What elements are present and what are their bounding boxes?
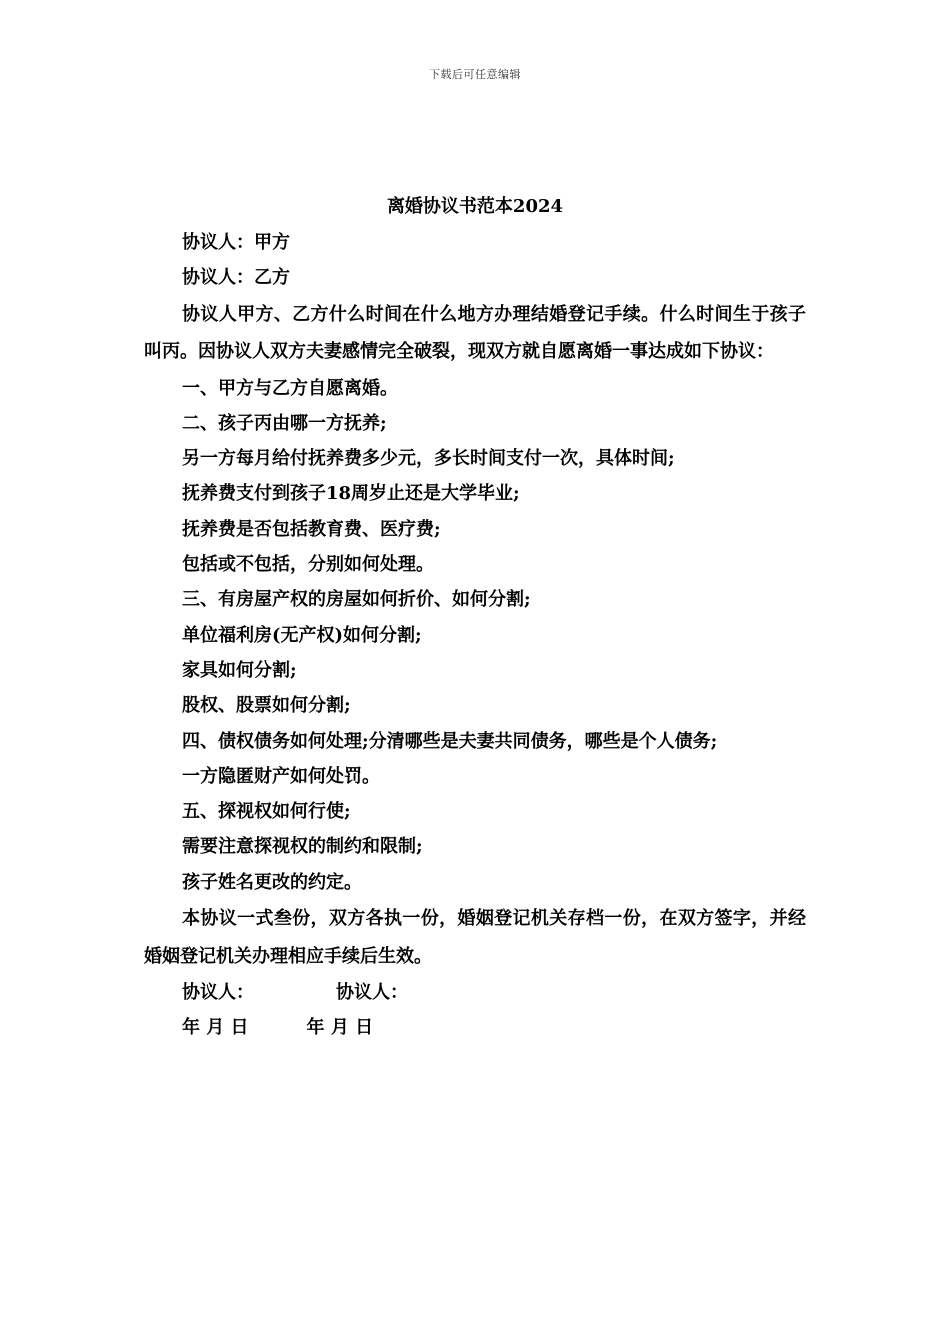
clause-4: 四、债权债务如何处理;分清哪些是夫妻共同债务，哪些是个人债务; — [182, 730, 718, 752]
clause-2-support-scope: 抚养费是否包括教育费、医疗费; — [182, 518, 441, 540]
clause-5-name-change: 孩子姓名更改的约定。 — [182, 871, 362, 893]
clause-2: 二、孩子丙由哪一方抚养; — [182, 412, 387, 434]
clause-2-support-amount: 另一方每月给付抚养费多少元，多长时间支付一次，具体时间; — [182, 448, 675, 470]
agreement-document — [144, 190, 806, 1046]
date-row — [144, 1010, 806, 1045]
signature-left-label: 协议人： — [182, 982, 254, 1004]
clause-2-support-term: 抚养费支付到孩子18周岁止还是大学毕业; — [182, 483, 520, 505]
clause-3: 三、有房屋产权的房屋如何折价、如何分割; — [182, 589, 531, 611]
document-title: 离婚协议书范本2024 — [386, 196, 564, 217]
date-right: 年 月 日 — [306, 1017, 374, 1039]
signature-right-label: 协议人： — [336, 982, 408, 1004]
clause-1: 一、甲方与乙方自愿离婚。 — [182, 377, 398, 399]
page-header-note: 下载后可任意编辑 — [429, 68, 521, 81]
clause-5: 五、探视权如何行使; — [182, 801, 351, 823]
intro-paragraph: 协议人甲方、乙方什么时间在什么地方办理结婚登记手续。什么时间生于孩子叫丙。因协议人双方夫妻感情完全破裂，现双方就自愿离婚一事达成如下协议： — [144, 303, 806, 363]
date-left: 年 月 日 — [182, 1017, 249, 1039]
clause-3-furniture: 家具如何分割; — [182, 659, 297, 681]
party-a-line: 协议人：甲方 — [182, 232, 290, 253]
clause-5-restrictions: 需要注意探视权的制约和限制; — [182, 836, 423, 858]
clause-3-stocks: 股权、股票如何分割; — [182, 695, 351, 717]
signature-row — [144, 975, 806, 1010]
closing-paragraph: 本协议一式叁份，双方各执一份，婚姻登记机关存档一份，在双方签字，并经婚姻登记机关办理相应手续后生效。 — [144, 908, 806, 967]
clause-4-concealment: 一方隐匿财产如何处罚。 — [182, 765, 380, 787]
clause-2-support-handling: 包括或不包括，分别如何处理。 — [182, 554, 434, 576]
party-b-line: 协议人：乙方 — [182, 267, 290, 289]
clause-3-welfare-housing: 单位福利房(无产权)如何分割; — [182, 624, 422, 646]
